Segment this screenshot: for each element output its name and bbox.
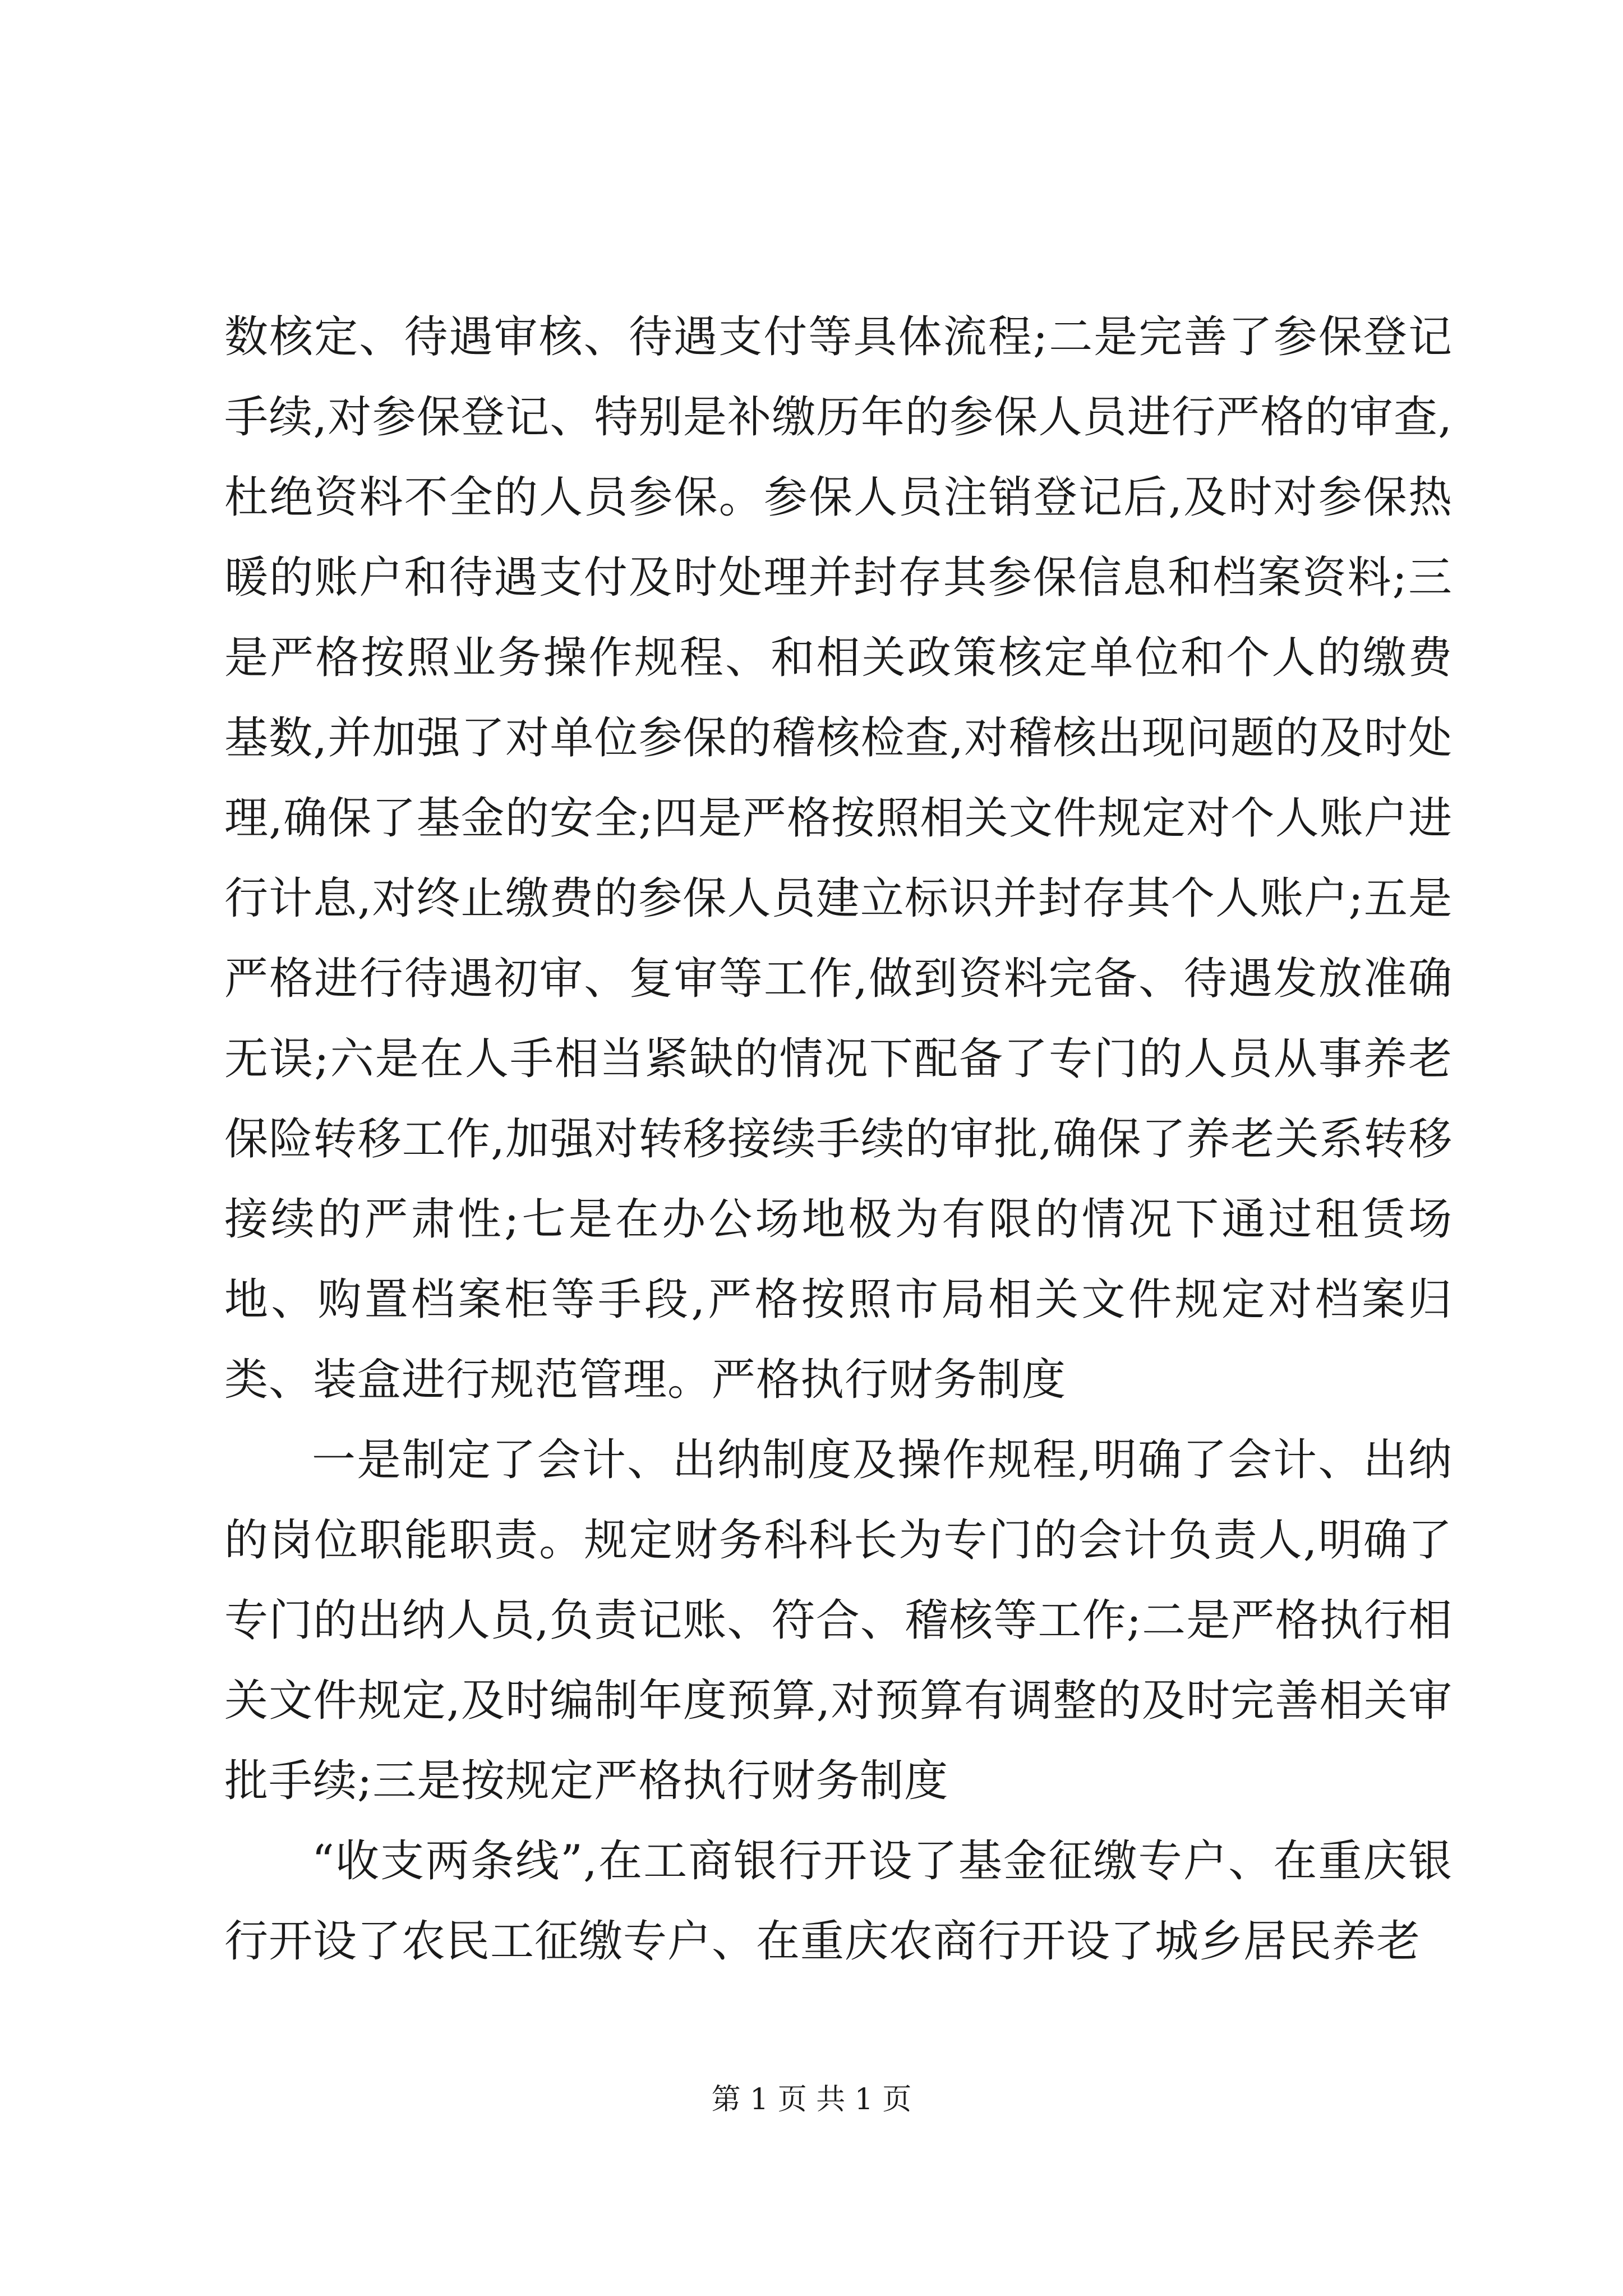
page-footer: 第 1 页 共 1 页 bbox=[711, 2083, 912, 2116]
paragraph-1: 数核定、待遇审核、待遇支付等具体流程;二是完善了参保登记手续,对参保登记、特别是补缴历年的参保人员进行严格的审查,杜绝资料不全的人员参保。参保人员注销登记后,及时对参保热暖的账户和待遇支付及时处理并封存其参保信息和档案资料;三是严格按照业务操作规程、和相关政策核定单位和个人的缴费基数,并加强了对单位参保的稽核检查,对稽核出现问题的及时处理,确保了基金的安全;四是严格按照相关文件规定对个人账户进行计息,对终止缴费的参保人员建立标识并封存其个人账户;五是严格进行待遇初审、复审等工作,做到资料完备、待遇发放准确无误;六是在人手相当紧缺的情况下配备了专门的人员从事养老保险转移工作,加强对转移接续手续的审批,确保了养老关系转移接续的严肃性;七是在办公场地极为有限的情况下通过租赁场地、购置档案柜等手段,严格按照市局相关文件规定对档案归类、装盒进行规范管理。严格执行财务制度 bbox=[224, 312, 1453, 1405]
paragraph-3: “收支两条线”,在工商银行开设了基金征缴专户、在重庆银行开设了农民工征缴专户、在重庆农商行开设了城乡居民养老 bbox=[224, 1836, 1453, 1967]
paragraph-2: 一是制定了会计、出纳制度及操作规程,明确了会计、出纳的岗位职能职责。规定财务科科长为专门的会计负责人,明确了专门的出纳人员,负责记账、符合、稽核等工作;二是严格执行相关文件规定,及时编制年度预算,对预算有调整的及时完善相关审批手续;三是按规定严格执行财务制度 bbox=[224, 1435, 1453, 1806]
document-body bbox=[224, 297, 1453, 1982]
